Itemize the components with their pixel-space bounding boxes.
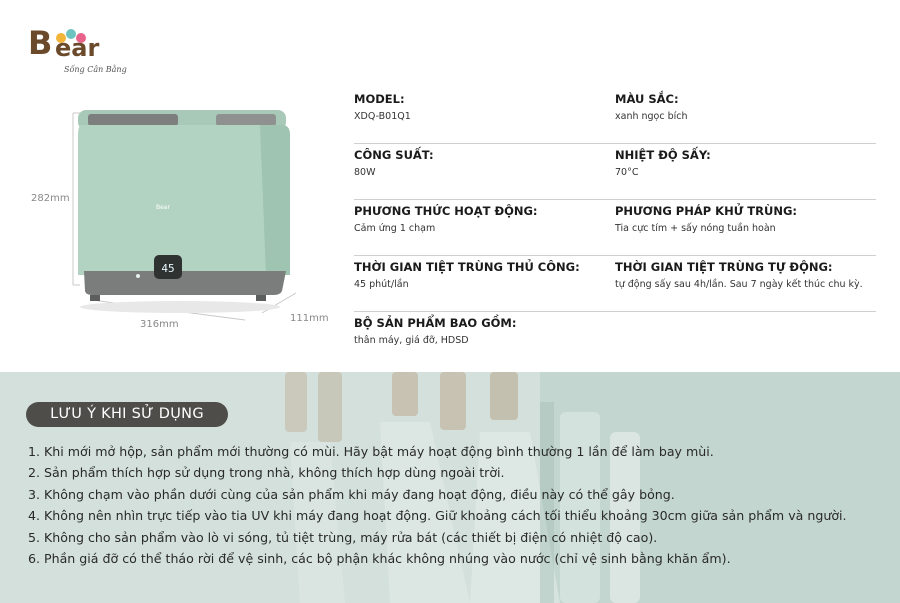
spec-power bbox=[354, 148, 609, 179]
list-item: 5. Không cho sản phẩm vào lò vi sóng, tủ tiệt trùng, máy rửa bát (các thiết bị điện có nhiệt độ cao). bbox=[28, 529, 658, 545]
list-item: 6. Phần giá đỡ có thể tháo rời để vệ sinh, các bộ phận khác không nhúng vào nước (chỉ vệ sinh bằng khăn ẩm). bbox=[28, 551, 731, 567]
spec-row bbox=[354, 200, 876, 256]
dimension-depth: 111mm bbox=[290, 313, 329, 324]
spec-row bbox=[354, 88, 876, 144]
usage-notes-section bbox=[0, 372, 900, 603]
knife-sterilizer-illustration bbox=[30, 95, 340, 345]
spec-value: 70°C bbox=[615, 167, 639, 178]
usage-notes-list bbox=[28, 441, 847, 569]
spec-sterilization-method bbox=[615, 204, 870, 235]
spec-value: 80W bbox=[354, 167, 376, 178]
spec-label: THỜI GIAN TIỆT TRÙNG THỦ CÔNG: bbox=[354, 260, 580, 274]
spec-label: THỜI GIAN TIỆT TRÙNG TỰ ĐỘNG: bbox=[615, 260, 833, 274]
dimension-width: 316mm bbox=[140, 319, 179, 330]
brand-logo bbox=[28, 22, 138, 82]
spec-value: Tia cực tím + sấy nóng tuần hoàn bbox=[615, 223, 776, 234]
spec-row bbox=[354, 256, 876, 312]
bear-logo-graphic bbox=[28, 22, 138, 82]
spec-auto-time bbox=[615, 260, 870, 291]
spec-operation bbox=[354, 204, 609, 235]
list-item: 3. Không chạm vào phần dưới cùng của sản phẩm khi máy đang hoạt động, điều này có thể gây bỏng. bbox=[28, 486, 675, 502]
usage-notes-title: LƯU Ý KHI SỬ DỤNG bbox=[26, 402, 228, 427]
list-item: 1. Khi mới mở hộp, sản phẩm mới thường có mùi. Hãy bật máy hoạt động bình thường 1 lần để làm bay mùi. bbox=[28, 444, 714, 459]
svg-text:ear: ear bbox=[55, 34, 100, 62]
spec-drying-temp bbox=[615, 148, 870, 179]
spec-value: xanh ngọc bích bbox=[615, 111, 688, 122]
product-image bbox=[30, 95, 340, 345]
svg-text:Sống Cân Bằng: Sống Cân Bằng bbox=[64, 65, 127, 74]
spec-value: Cảm ứng 1 chạm bbox=[354, 223, 436, 234]
timer-display: 45 bbox=[161, 262, 175, 275]
dimension-height: 282mm bbox=[31, 193, 70, 204]
list-item: 4. Không nên nhìn trực tiếp vào tia UV khi máy đang hoạt động. Giữ khoảng cách tối thiểu khoảng 30cm giữa sản phẩm và người. bbox=[28, 508, 847, 524]
spec-value: 45 phút/lần bbox=[354, 279, 409, 290]
spec-package-contents bbox=[354, 316, 754, 347]
spec-table bbox=[354, 88, 876, 367]
spec-value: tự động sấy sau 4h/lần. Sau 7 ngày kết thúc chu kỳ. bbox=[615, 279, 863, 290]
list-item: 2. Sản phẩm thích hợp sử dụng trong nhà, không thích hợp dùng ngoài trời. bbox=[28, 465, 505, 481]
spec-label: BỘ SẢN PHẨM BAO GỒM: bbox=[354, 316, 517, 330]
svg-text:B: B bbox=[28, 24, 53, 62]
spec-label: MÀU SẮC: bbox=[615, 92, 679, 106]
svg-text:Bear: Bear bbox=[156, 204, 170, 211]
spec-value: thân máy, giá đỡ, HDSD bbox=[354, 335, 469, 346]
spec-row bbox=[354, 312, 876, 367]
spec-color bbox=[615, 92, 870, 123]
spec-label: MODEL: bbox=[354, 92, 405, 106]
spec-model bbox=[354, 92, 609, 123]
spec-row bbox=[354, 144, 876, 200]
spec-label: CÔNG SUẤT: bbox=[354, 148, 434, 162]
spec-value: XDQ-B01Q1 bbox=[354, 111, 411, 122]
spec-label: PHƯƠNG PHÁP KHỬ TRÙNG: bbox=[615, 204, 798, 218]
spec-label: PHƯƠNG THỨC HOẠT ĐỘNG: bbox=[354, 204, 538, 218]
spec-label: NHIỆT ĐỘ SẤY: bbox=[615, 148, 711, 162]
spec-manual-time bbox=[354, 260, 609, 291]
